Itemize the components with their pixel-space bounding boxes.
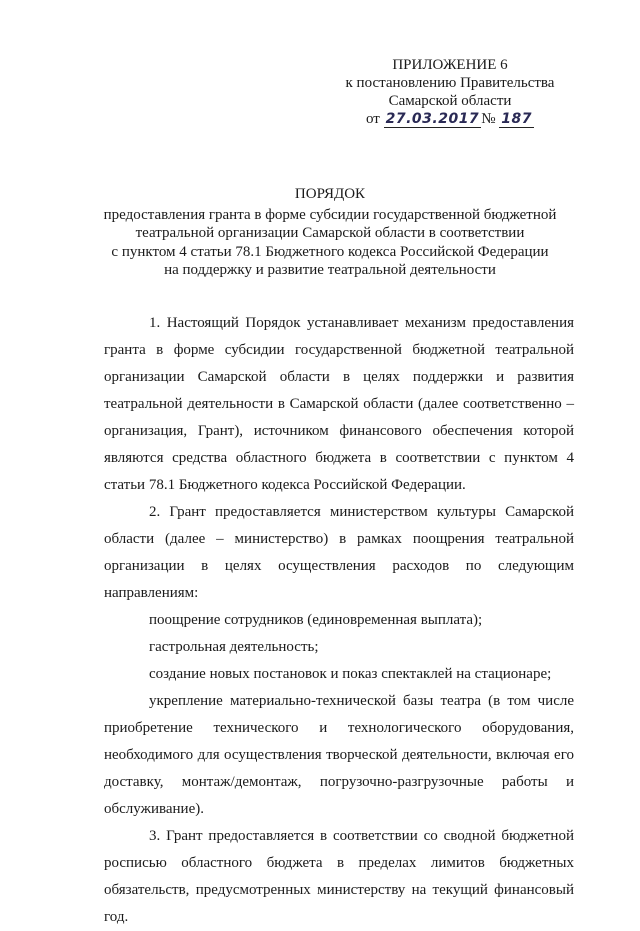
annex-date-line	[330, 110, 570, 128]
list-item: создание новых постановок и показ спектаклей на стационаре;	[149, 666, 552, 682]
subtitle-line-2: театральной организации Самарской области в соответствии	[135, 225, 525, 241]
annex-line-1: к постановлению Правительства	[345, 75, 555, 91]
list-item: укрепление материально-технической базы театра (в том числе приобретение технического и технологического оборудования, необходимого для осуществления творческой деятельности, включая его доставку, монтаж/демонтаж, погрузочно-разгрузочные работы и обслуживание).	[104, 693, 574, 817]
document-body	[104, 310, 574, 931]
date-prefix: от	[366, 111, 380, 127]
annex-line-2: Самарской области	[388, 93, 512, 109]
list-item: поощрение сотрудников (единовременная выплата);	[149, 612, 483, 628]
subtitle-line-4: на поддержку и развитие театральной деятельности	[164, 262, 496, 278]
list-item: гастрольная деятельность;	[149, 639, 319, 655]
document-heading: ПОРЯДОК	[294, 186, 366, 202]
paragraph-2: 2. Грант предоставляется министерством культуры Самарской области (далее – министерство) в рамках поощрения театральной организации в целях осуществления расходов по следующим направлениям:	[104, 504, 574, 601]
handwritten-number: 187	[501, 111, 532, 127]
document-title-block	[60, 185, 600, 280]
annex-title: ПРИЛОЖЕНИЕ 6	[392, 57, 508, 73]
subtitle-line-1: предоставления гранта в форме субсидии государственной бюджетной	[103, 206, 557, 223]
subtitle-line-3: с пунктом 4 статьи 78.1 Бюджетного кодекса Российской Федерации	[111, 243, 549, 260]
handwritten-date: 27.03.2017	[385, 111, 480, 127]
paragraph-3: 3. Грант предоставляется в соответствии со сводной бюджетной росписью областного бюджета в пределах лимитов бюджетных обязательств, предусмотренных министерству на текущий финансовый год.	[104, 828, 574, 925]
paragraph-1: 1. Настоящий Порядок устанавливает механизм предоставления гранта в форме субсидии государственной бюджетной театральной организации Самарской области в целях поддержки и развития театральной деятельности в Самарской области (далее соответственно – организация, Грант), источником финансового обеспечения которой являются средства областного бюджета в соответствии с пунктом 4 статьи 78.1 Бюджетного кодекса Российской Федерации.	[104, 315, 574, 493]
number-prefix: №	[481, 111, 496, 127]
annex-block	[330, 56, 570, 128]
